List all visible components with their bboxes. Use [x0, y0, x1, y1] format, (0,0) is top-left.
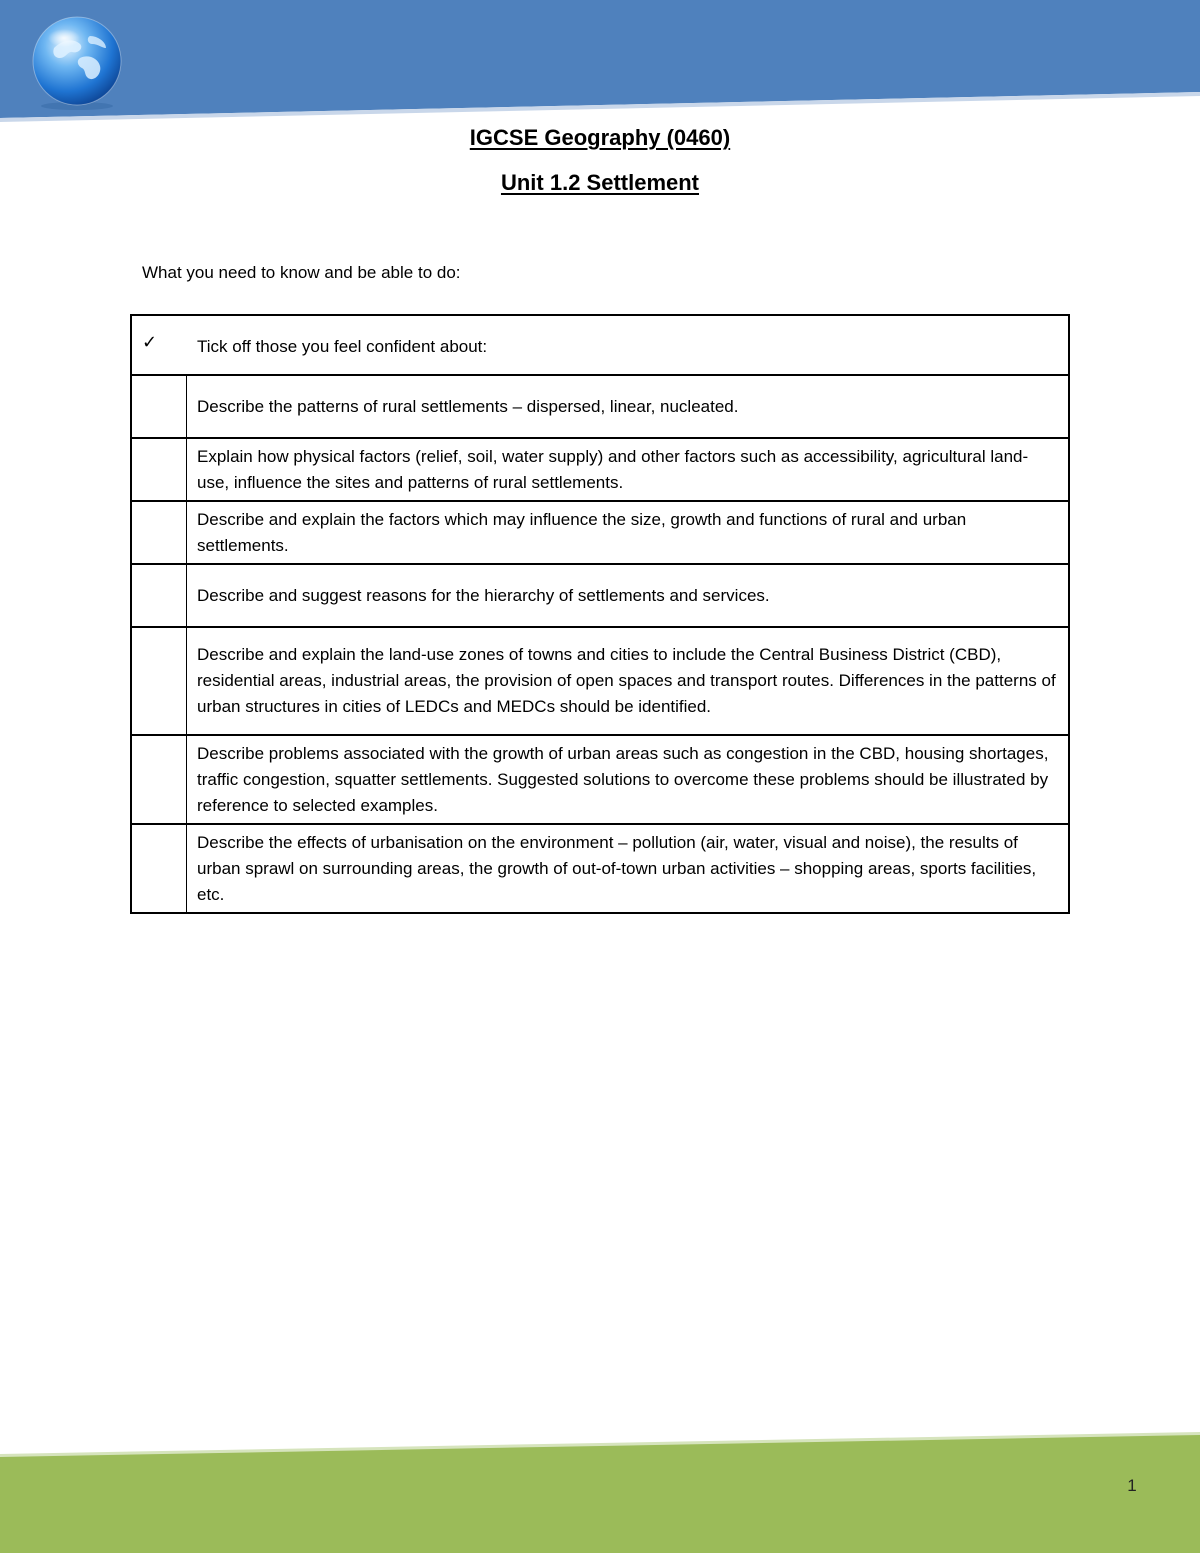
- checkmark-icon: ✓: [142, 332, 158, 353]
- document-title: IGCSE Geography (0460): [469, 125, 731, 150]
- page-number: 1: [1127, 1476, 1137, 1495]
- checklist-item: Explain how physical factors (relief, soil, water supply) and other factors such as accessibility, agricultural land-use, influence the sites and patterns of rural settlements.: [187, 438, 1070, 501]
- footer-band: [0, 1430, 1200, 1553]
- document-subtitle: Unit 1.2 Settlement: [500, 170, 700, 195]
- checklist-item: Describe and suggest reasons for the hierarchy of settlements and services.: [187, 564, 1070, 627]
- tick-box[interactable]: [131, 438, 187, 501]
- globe-icon: [28, 14, 126, 112]
- table-row: [131, 438, 1069, 501]
- tick-box[interactable]: [131, 375, 187, 438]
- checklist-table: [130, 314, 1070, 914]
- checklist-header-cell: [131, 315, 1069, 375]
- table-row: [131, 824, 1069, 913]
- table-row: [131, 627, 1069, 735]
- tick-box[interactable]: [131, 735, 187, 824]
- table-row: [131, 501, 1069, 564]
- tick-box[interactable]: [131, 627, 187, 735]
- checklist-header-text: Tick off those you feel confident about:: [197, 337, 488, 356]
- checklist-header-row: [131, 315, 1069, 375]
- checklist-item: Describe problems associated with the growth of urban areas such as congestion in the CBD, housing shortages, traffic congestion, squatter settlements. Suggested solutions to overcome these problems should be illustrated by reference to selected examples.: [187, 735, 1070, 824]
- checklist-item: Describe and explain the factors which may influence the size, growth and functions of rural and urban settlements.: [187, 501, 1070, 564]
- checklist-item: Describe the patterns of rural settlements – dispersed, linear, nucleated.: [187, 375, 1070, 438]
- intro-text: What you need to know and be able to do:: [142, 263, 461, 282]
- table-row: [131, 564, 1069, 627]
- tick-box[interactable]: [131, 501, 187, 564]
- tick-box[interactable]: [131, 824, 187, 913]
- table-row: [131, 375, 1069, 438]
- checklist-item: Describe and explain the land-use zones of towns and cities to include the Central Business District (CBD), residential areas, industrial areas, the provision of open spaces and transport routes. Differences in the patterns of urban structures in cities of LEDCs and MEDCs should be identified.: [187, 627, 1070, 735]
- header-band: [0, 0, 1200, 125]
- tick-box[interactable]: [131, 564, 187, 627]
- checklist-item: Describe the effects of urbanisation on the environment – pollution (air, water, visual and noise), the results of urban sprawl on surrounding areas, the growth of out-of-town urban activities – shopping areas, sports facilities, etc.: [187, 824, 1070, 913]
- table-row: [131, 735, 1069, 824]
